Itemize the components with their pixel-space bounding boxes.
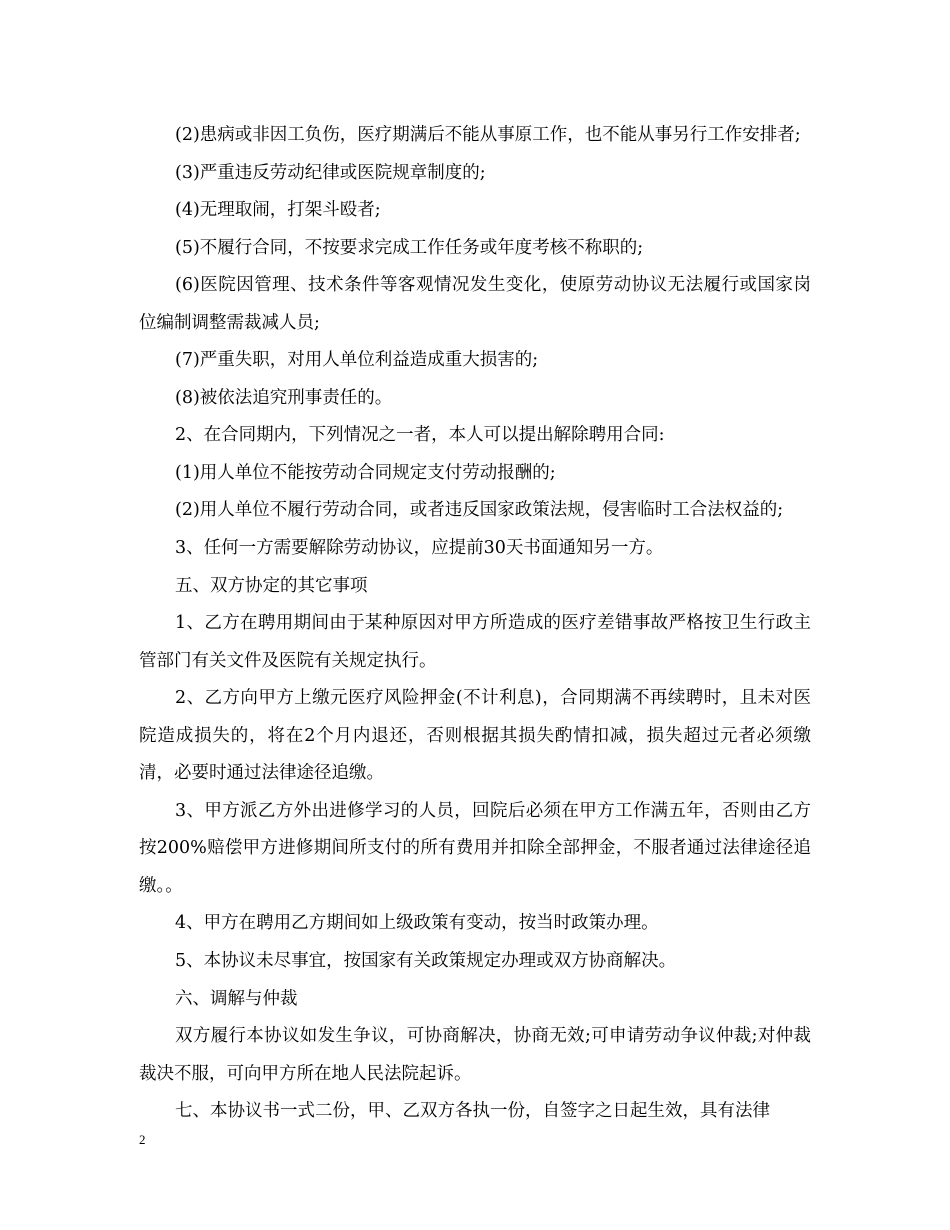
paragraph: (6)医院因管理、技术条件等客观情况发生变化，使原劳动协议无法履行或国家岗位编制调整需裁减人员; — [139, 275, 811, 333]
paragraph: 5、本协议未尽事宜，按国家有关政策规定办理或双方协商解决。 — [175, 951, 677, 972]
page-number: 2 — [139, 1132, 146, 1147]
paragraph: 3、任何一方需要解除劳动协议，应提前30天书面通知另一方。 — [175, 538, 664, 559]
paragraph: 4、甲方在聘用乙方期间如上级政策有变动，按当时政策办理。 — [175, 913, 659, 934]
paragraph: 1、乙方在聘用期间由于某种原因对甲方所造成的医疗差错事故严格按卫生行政主管部门有关文件及医院有关规定执行。 — [139, 613, 811, 671]
paragraph: (7)严重失职，对用人单位利益造成重大损害的; — [175, 350, 539, 371]
section-heading: 六、调解与仲裁 — [175, 988, 298, 1009]
paragraph: 七、本协议书一式二份，甲、乙双方各执一份，自签字之日起生效，具有法律 — [175, 1101, 770, 1122]
paragraph: 2、在合同期内，下列情况之一者，本人可以提出解除聘用合同: — [175, 425, 665, 446]
paragraph: (1)用人单位不能按劳动合同规定支付劳动报酬的; — [175, 462, 556, 483]
paragraph: 2、乙方向甲方上缴元医疗风险押金(不计利息)，合同期满不再续聘时，且未对医院造成损失的，将在2个月内退还，否则根据其损失酌情扣减，损失超过元者必须缴清，必要时通过法律途径追缴。 — [139, 688, 811, 784]
paragraph: (3)严重违反劳动纪律或医院规章制度的; — [175, 162, 486, 183]
paragraph: 3、甲方派乙方外出进修学习的人员，回院后必须在甲方工作满五年，否则由乙方按200%赔偿甲方进修期间所支付的所有费用并扣除全部押金，不服者通过法律途径追缴。。 — [139, 800, 811, 896]
section-heading: 五、双方协定的其它事项 — [175, 575, 368, 596]
paragraph: (4)无理取闹，打架斗殴者; — [175, 200, 381, 221]
paragraph: 双方履行本协议如发生争议，可协商解决，协商无效;可申请劳动争议仲裁;对仲裁裁决不服，可向甲方所在地人民法院起诉。 — [139, 1026, 811, 1084]
paragraph: (8)被依法追究刑事责任的。 — [175, 387, 393, 408]
paragraph: (2)用人单位不履行劳动合同，或者违反国家政策法规，侵害临时工合法权益的; — [175, 500, 784, 521]
document-body — [139, 117, 811, 1131]
paragraph: (2)患病或非因工负伤，医疗期满后不能从事原工作，也不能从事另行工作安排者; — [175, 125, 801, 145]
paragraph: (5)不履行合同，不按要求完成工作任务或年度考核不称职的; — [175, 237, 644, 258]
